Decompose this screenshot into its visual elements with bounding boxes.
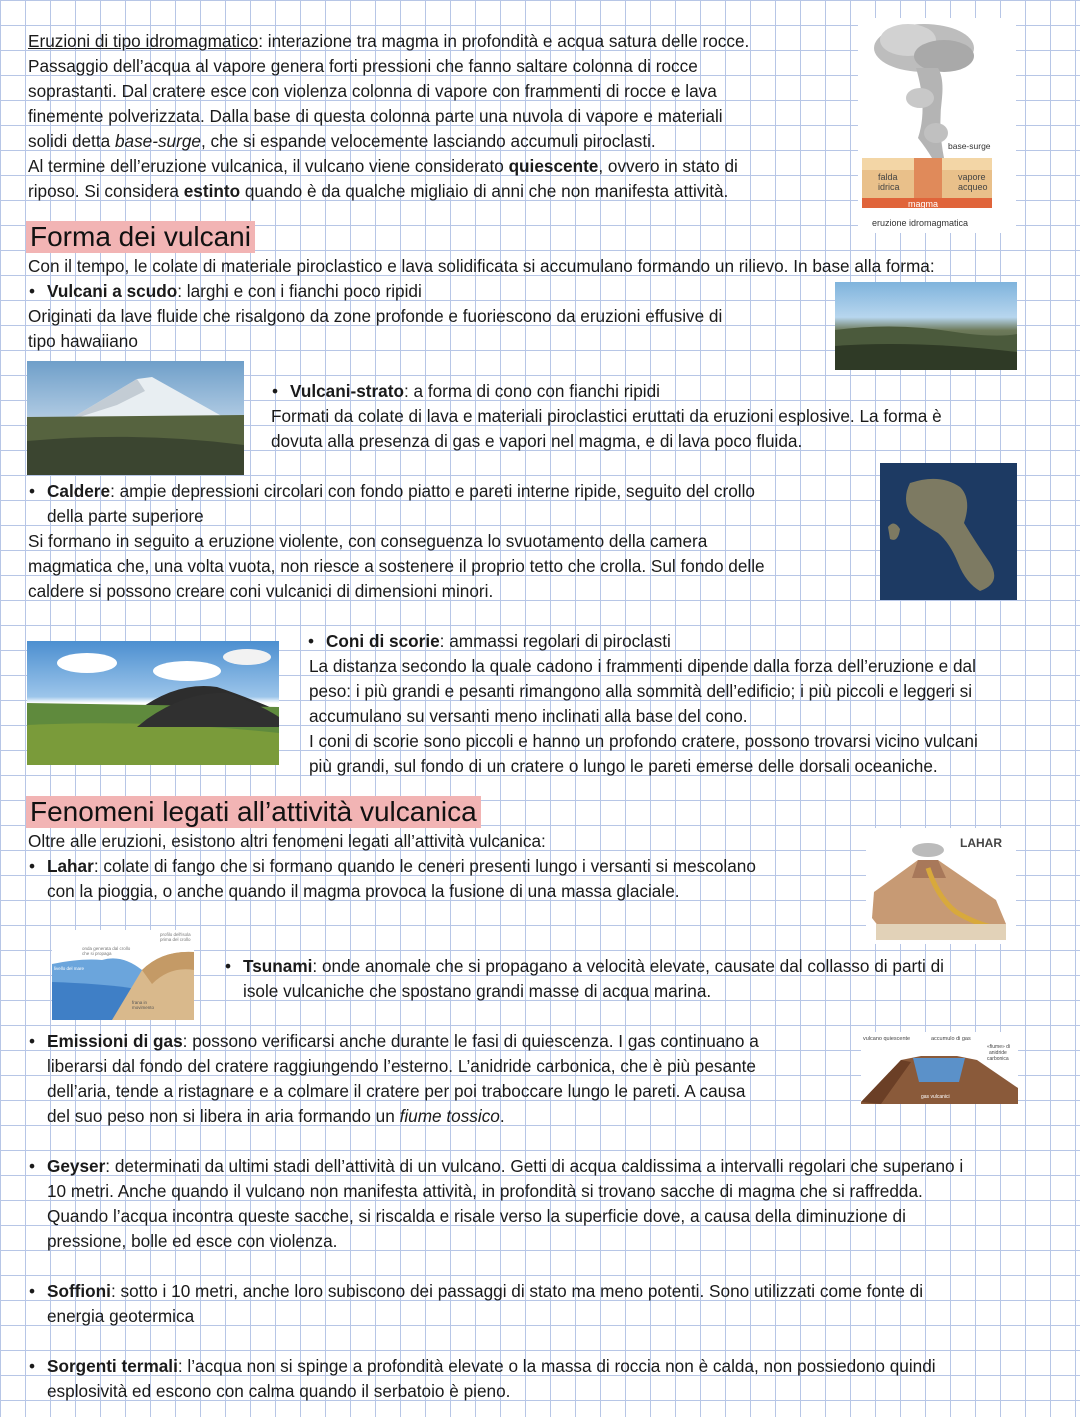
figure-lahar — [866, 828, 1016, 944]
photo-caldera-satellite — [880, 463, 1017, 600]
item-sorgenti-termali: • Sorgenti termali: l’acqua non si spinge a profondità elevate o la massa di roccia non è calda, non possiedono quindi — [47, 1354, 936, 1379]
scudo-line-2: tipo hawaiiano — [28, 331, 138, 351]
strato-line-1: Formati da colate di lava e materiali piroclastici eruttati da eruzioni esplosive. La forma è — [271, 406, 942, 426]
coni-line-3: accumulano su versanti meno inclinati alla base del cono. — [309, 706, 748, 726]
coni-line-2: peso: i più grandi e pesanti rimangono alla sommità dell’edificio; i più piccoli e leggeri si — [309, 681, 973, 701]
photo-shield-volcano — [835, 282, 1017, 370]
caldere-line-2: magmatica che, una volta vuota, non riesce a sostenere il proprio tetto che crolla. Sul fondo delle — [28, 556, 765, 576]
section-title-fenomeni: Fenomeni legati all’attività vulcanica — [26, 796, 481, 828]
intro-line-1: Eruzioni di tipo idromagmatico: interazione tra magma in profondità e acqua satura delle rocce. — [28, 31, 750, 51]
strato-line-2: dovuta alla presenza di gas e vapori nel magma, e di lava poco fluida. — [271, 431, 803, 451]
item-tsunami: • Tsunami: onde anomale che si propagano a velocità elevate, causate dal collasso di parti di — [243, 954, 944, 979]
svg-text:carbonica: carbonica — [987, 1056, 1009, 1062]
gas-line-3: dell’aria, tende a ristagnare e a colmare il cratere per poi traboccare lungo le pareti. A causa — [47, 1081, 746, 1101]
svg-text:idrica: idrica — [878, 182, 900, 192]
item-geyser: • Geyser: determinati da ultimi stadi dell’attività di un vulcano. Getti di acqua caldissima a intervalli regolari che superano i — [47, 1154, 963, 1179]
svg-text:«fiume» di: «fiume» di — [987, 1044, 1011, 1050]
svg-text:base-surge: base-surge — [948, 141, 991, 151]
coni-line-1: La distanza secondo la quale cadono i frammenti dipende dalla forza dell’eruzione e dal — [309, 656, 976, 676]
coni-line-5: più grandi, sul fondo di un cratere o lungo le pareti emerse delle dorsali oceaniche. — [309, 756, 938, 776]
svg-text:magma: magma — [908, 199, 939, 209]
caldere-line-3: caldere si possono creare coni vulcanici di dimensioni minori. — [28, 581, 494, 601]
caldere-def-line-2: della parte superiore — [47, 506, 204, 526]
svg-text:vulcano quiescente: vulcano quiescente — [863, 1036, 911, 1042]
gas-line-4: del suo peso non si libera in aria formando un fiume tossico. — [47, 1106, 505, 1126]
section-1-intro: Con il tempo, le colate di materiale piroclastico e lava solidificata si accumulano formando un rilievo. In base alla forma: — [28, 256, 935, 276]
figure-idromagmatic-eruption — [858, 18, 1016, 233]
svg-text:acqueo: acqueo — [958, 182, 988, 192]
svg-text:che si propaga: che si propaga — [82, 951, 112, 956]
svg-text:anidride: anidride — [989, 1050, 1007, 1056]
coni-line-4: I coni di scorie sono piccoli e hanno un profondo cratere, possono trovarsi vicino vulcani — [309, 731, 978, 751]
photo-stratovolcano — [27, 361, 244, 475]
svg-text:LAHAR: LAHAR — [960, 836, 1002, 850]
intro-line-3: soprastanti. Dal cratere esce con violenza colonna di vapore con frammenti di rocce e lava — [28, 81, 717, 101]
svg-text:eruzione idromagmatica: eruzione idromagmatica — [872, 218, 969, 228]
lahar-line-2: con la pioggia, o anche quando il magma provoca la fusione di una massa glaciale. — [47, 881, 680, 901]
photo-cinder-cone — [27, 641, 279, 765]
figure-gas-emission — [861, 1032, 1018, 1104]
termali-line-2: esplosività ed escono con calma quando il serbatoio è pieno. — [47, 1381, 511, 1401]
intro-line-4: finemente polverizzata. Dalla base di questa colonna parte una nuvola di vapore e materiali — [28, 106, 723, 126]
caldere-line-1: Si formano in seguito a eruzione violente, con conseguenza lo svuotamento della camera — [28, 531, 708, 551]
item-emissioni-gas: • Emissioni di gas: possono verificarsi anche durante le fasi di quiescenza. I gas continuano a — [47, 1029, 759, 1054]
item-soffioni: • Soffioni: sotto i 10 metri, anche loro subiscono dei passaggi di stato ma meno potenti. Sono utilizzati come fonte di — [47, 1279, 923, 1304]
item-lahar: • Lahar: colate di fango che si formano quando le ceneri presenti lungo i versanti si mescolano — [47, 854, 756, 879]
scudo-line-1: Originati da lave fluide che risalgono da zone profonde e fuoriescono da eruzioni effusive di — [28, 306, 723, 326]
item-vulcani-scudo: • Vulcani a scudo: larghi e con i fianchi poco ripidi — [47, 279, 422, 304]
item-vulcani-strato: • Vulcani-strato: a forma di cono con fianchi ripidi — [290, 379, 660, 404]
svg-text:frana in: frana in — [132, 1000, 148, 1005]
item-caldere: • Caldere: ampie depressioni circolari con fondo piatto e pareti interne ripide, seguito del crollo — [47, 479, 755, 504]
section-2-intro: Oltre alle eruzioni, esistono altri fenomeni legati all’attività vulcanica: — [28, 831, 546, 851]
svg-text:falda: falda — [878, 172, 898, 182]
geyser-line-2: 10 metri. Anche quando il vulcano non manifesta attività, in profondità si trovano sacche di magma che si raffredda. — [47, 1181, 923, 1201]
gas-line-2: liberarsi dal fondo del cratere raggiungendo l’esterno. L’anidride carbonica, che è più pesante — [47, 1056, 756, 1076]
intro-line-2: Passaggio dell’acqua al vapore genera forti pressioni che fanno saltare colonna di rocce — [28, 56, 698, 76]
svg-text:gas vulcanici: gas vulcanici — [921, 1094, 950, 1100]
geyser-line-4: pressione, bolle ed esce con violenza. — [47, 1231, 338, 1251]
intro-line-7: riposo. Si considera estinto quando è da qualche migliaio di anni che non manifesta attività. — [28, 181, 729, 201]
soffioni-line-2: energia geotermica — [47, 1306, 195, 1326]
figure-tsunami — [52, 930, 194, 1020]
intro-line-5: solidi detta base-surge, che si espande velocemente lasciando accumuli piroclasti. — [28, 131, 656, 151]
svg-text:prima del crollo: prima del crollo — [160, 937, 191, 942]
svg-text:onda generata dal crollo: onda generata dal crollo — [82, 946, 131, 951]
geyser-line-3: Quando l’acqua incontra queste sacche, si riscalda e risale verso la superficie dove, a causa della diminuzione di — [47, 1206, 906, 1226]
svg-text:vapore: vapore — [958, 172, 986, 182]
svg-text:movimento: movimento — [132, 1005, 155, 1010]
tsunami-line-2: isole vulcaniche che spostano grandi masse di acqua marina. — [243, 981, 712, 1001]
svg-text:livello del mare: livello del mare — [54, 966, 85, 971]
section-title-forma-vulcani: Forma dei vulcani — [26, 221, 255, 253]
item-coni-scorie: • Coni di scorie: ammassi regolari di piroclasti — [326, 629, 671, 654]
svg-text:profilo dell'isola: profilo dell'isola — [160, 932, 191, 937]
svg-text:accumulo di gas: accumulo di gas — [931, 1036, 971, 1042]
term-idromagmatico: Eruzioni di tipo idromagmatico — [28, 31, 259, 51]
intro-line-6: Al termine dell’eruzione vulcanica, il vulcano viene considerato quiescente, ovvero in stato di — [28, 156, 738, 176]
